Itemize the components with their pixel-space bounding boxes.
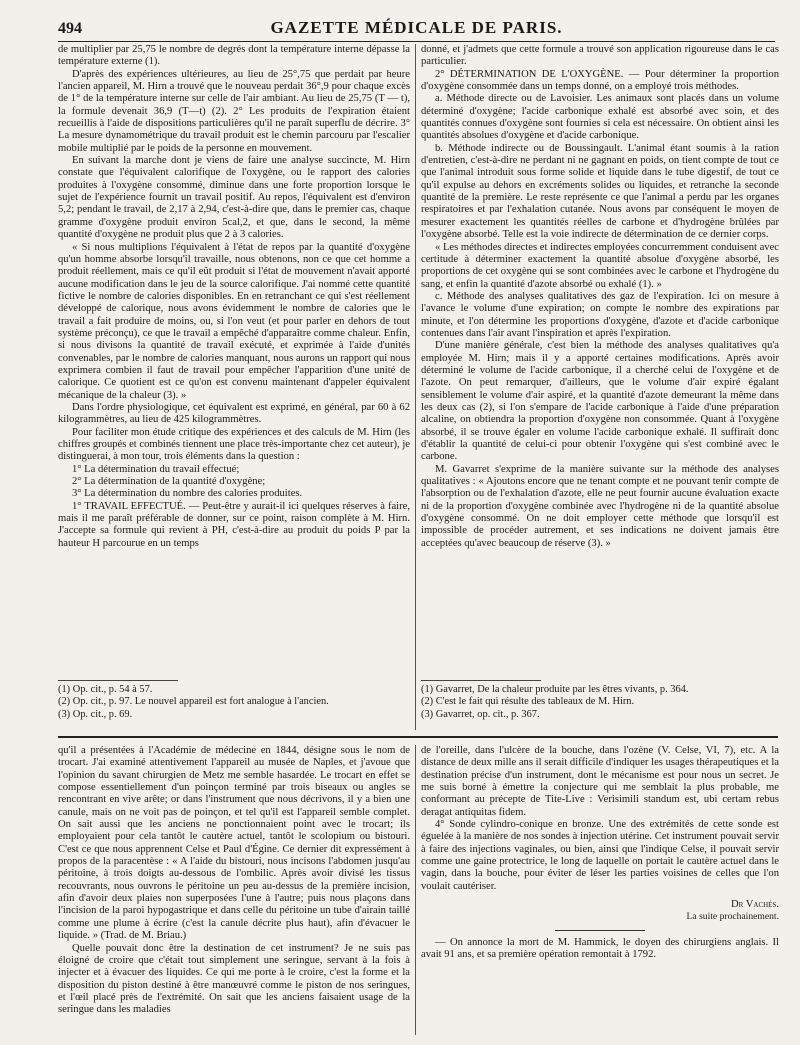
paragraph: c. Méthode des analyses qualitatives des gaz de l'expiration. Ici on mesure à l'avance le volume d'une expiration; on compte le nombre des expirations par minute, et l'on détermine les proportions d'oxygène, d'azote et d'acide carbonique contenues dans l'air avant l'inspiration et après l'expiration. bbox=[421, 290, 779, 339]
footnote: (2) Op. cit., p. 97. Le nouvel appareil est fort analogue à l'ancien. bbox=[58, 696, 329, 708]
paragraph: Quelle pouvait donc être la destination de cet instrument? Je ne suis pas éloigné de croire que c'était tout simplement une seringue, servant à la fois à injecter et à évacuer des liquides. Ce qui me porte à le croire, c'est la forme et la disposition du piston destiné à être manœuvré comme le piston de nos seringues, et l'œil placé près de l'extrémité. On sait que les anciens faisaient usage de la seringue dans les maladies bbox=[58, 942, 410, 1016]
paragraph: 1° La détermination du travail effectué; bbox=[72, 463, 240, 475]
paragraph: b. Méthode indirecte ou de Boussingault. L'animal étant soumis à la ration d'entretien, c'est-à-dire ne perdant ni ne gagnant en poids, on tient compte de tout ce que l'animal introduit sous forme solide et liquide dans le tube digestif, de tout ce qu'il expulse au dehors en excréments solides ou liquides, et retranche la seconde quantité de la première. Le reste représente ce que l'animal a perdu par les organes respiratoires et par l'exhalation cutanée. Nous avons par conséquent le moyen de mesurer exactement les quantités réelles de carbone et d'hydrogène brûlées par l'oxygène absorbé. Telle est la voie indirecte de détermination de ce dernier corps. bbox=[421, 142, 779, 241]
paragraph: a. Méthode directe ou de Lavoisier. Les animaux sont placés dans un volume déterminé d'oxygène; l'acide carbonique exhalé est absorbé avec soin, et des quantités connues d'oxygène sont fournies si cela est nécessaire. On obtient ainsi les quantités absolues d'oxygène et d'acide carbonique. bbox=[421, 93, 779, 142]
footnote: (3) Op. cit., p. 69. bbox=[58, 708, 133, 720]
paragraph: qu'il a présentées à l'Académie de médecine en 1844, désigne sous le nom de trocart. J'ai examiné attentivement l'appareil au musée de Naples, et j'avoue que l'opinion du savant chirurgien de Metz me semble hasardée. Le trocart en effet se compose essentiellement d'un poinçon terminé par trois biseaux ou angles se rencontrant en vive arête; or dans l'instrument que nous décrivons, il y a bien une canule, mais on ne voit pas de poinçon, et tel qu'il est l'appareil semble complet. On sait aussi que les anciens ne ponctionnaient point avec le trocart; ils employaient pour cela tantôt le cautère actuel, tantôt le scolopium ou bistouri. C'est ce que nous apprennent Celse et Paul d'Égine. Ce dernier dit expressément à propos de la paracentèse : « A l'aide du bistouri, nous incisons l'abdomen jusqu'au péritoine, à trois doigts au-dessous de l'ombilic. Après avoir divisé les tissus recouvrants, nous ouvrons le péritoine un peu au-dessus de la première incision, afin d'avoir deux plaies non superposées l'une à l'autre; puis nous plaçons dans l'incision de la paroi hypogastrique et dans celle du péritoine un tube d'airain taillé comme une plume à écrire (c'est la canule décrite plus haut), afin d'évacuer le liquide. » (Trad. de M. Briau.) bbox=[58, 745, 410, 942]
paragraph: de multiplier par 25,75 le nombre de degrés dont la température interne dépasse la température externe (1). bbox=[58, 44, 410, 68]
paragraph: En suivant la marche dont je viens de faire une analyse succincte, M. Hirn constate que l'équivalent calorifique de l'oxygène, ou le rapport des calories produites à l'oxygène consommé, diminue dans une forte proportion lorsque le sujet de l'expérience fournit un travail positif. Au repos, l'équivalent est d'environ 5,2; pendant le travail, de 2,17 à 2,94, c'est-à-dire que, dans le premier cas, chaque gramme d'oxygène produit environ 5cal,2, et que, dans le second, la même quantité d'oxygène ne produit plus que 2 à 3 calories. bbox=[58, 155, 410, 241]
bottom-right-text bbox=[421, 745, 779, 893]
page-header bbox=[58, 14, 775, 42]
paragraph: 4° Sonde cylindro-conique en bronze. Une des extrémités de cette sonde est éguelée à la manière de nos sondes à injection utérine. Cet instrument pouvait servir à faire des injections vaginales, ou bien, ainsi que l'indique Celse, il pouvait servir comme une gaine protectrice, le long de laquelle on portait le cautère actuel dans le vagin, dans la bouche, pour éviter de léser les parties voisines de celles que l'on voulait cautériser. bbox=[421, 819, 779, 892]
bottom-left-column bbox=[58, 745, 410, 1035]
paragraph: « Si nous multiplions l'équivalent à l'état de repos par la quantité d'oxygène qu'un homme absorbe lorsqu'il travaille, nous obtenons, non ce que cet homme a produit réellement, mais ce qu'il eût produit si l'état de mouvement n'avait apporté aucune modification dans le jeu de la source calorifique. J'ai nommé cette quantité fictive le nombre de calories disponibles. En en retranchant ce qui s'est réellement développé de calorique, nous avons évidemment le nombre de calories que le travail a fait produire de moins, ou, si l'on veut (et pour parler en dehors de tout système préconçu), ce que le travail a empêché d'apparaître comme chaleur. Enfin, si nous divisons la quantité de travail exécuté, et exprimée à l'aide d'unités convenables, par le nombre de calories manquant, nous aurons un rapport qui nous exprimera combien il faut de travail pour empêcher l'apparition d'une unité de calorique. Ce quotient est ce qu'on est convenu maintenant d'appeler équivalent mécanique de la chaleur (3). » bbox=[58, 241, 410, 401]
continued-note: La suite prochainement. bbox=[686, 911, 779, 923]
footnote: (1) Gavarret, De la chaleur produite par les êtres vivants, p. 364. bbox=[421, 684, 689, 695]
section-divider bbox=[58, 736, 778, 738]
paragraph: Pour faciliter mon étude critique des expériences et des calculs de M. Hirn (les chiffres groupés et combinés tiennent une place très-importante chez cet auteur), je distinguerai, à mon tour, trois éléments dans la question : bbox=[58, 426, 410, 463]
news-rule bbox=[555, 930, 645, 931]
journal-title: GAZETTE MÉDICALE DE PARIS. bbox=[270, 18, 563, 37]
bottom-right-column bbox=[421, 745, 779, 1035]
paragraph: D'après des expériences ultérieures, au lieu de 25°,75 que perdait par heure l'ancien appareil, M. Hirn a trouvé que le nouveau perdait 36°,9 pour chaque excès de 1° de la température interne sur celle de l'air ambiant. Au lieu de 25,75 (T — t), la formule devenait 36,9 (T—t) (2). 2° Les produits de l'expiration étaient recueillis à l'aide de dispositions particulières qu'il ne paraît superflu de décrire. 3° La mesure dynamométrique du travail produit est le chemin parcouru par l'escalier mobile multiplié par le poids de la personne en mouvement. bbox=[58, 68, 410, 154]
footnote: (3) Gavarret, op. cit., p. 367. bbox=[421, 708, 540, 720]
footnote: (1) Op. cit., p. 54 à 57. bbox=[58, 684, 153, 695]
paragraph: donné, et j'admets que cette formule a trouvé son application rigoureuse dans le cas particulier. bbox=[421, 44, 779, 68]
footnote-rule-right bbox=[421, 680, 541, 681]
paragraph: 1° TRAVAIL EFFECTUÉ. — Peut-être y aurait-il ici quelques réserves à faire, mais il me paraît préférable de donner, sur ce point, raison complète à M. Hirn. J'accepte sa formule qui revient à PH, c'est-à-dire au produit du poids P par la hauteur H parcourue en un temps bbox=[58, 500, 410, 549]
footnotes-right bbox=[421, 684, 779, 730]
footnotes-left bbox=[58, 684, 410, 730]
footnote: (2) C'est le fait qui résulte des tableaux de M. Hirn. bbox=[421, 696, 635, 708]
paragraph: M. Gavarret s'exprime de la manière suivante sur la méthode des analyses qualitatives : « Ajoutons encore que ne tenant compte et ne pouvant tenir compte de l'absorption ou de l'exhalation d'azote, elle ne peut fournir aucune évaluation exacte ni de la proportion d'oxygène combinée avec l'hydrogène ni de la quantité absolue d'oxygène consommé. On ne doit employer cette méthode que lorsqu'il est impossible de procéder autrement, et ses indications ne doivent jamais être acceptées qu'avec beaucoup de réserve (3). » bbox=[421, 463, 779, 549]
paragraph: de l'oreille, dans l'ulcère de la bouche, dans l'ozène (V. Celse, VI, 7), etc. A la distance de deux mille ans il serait difficile d'indiquer les usages thérapeutiques et la destination précise d'un instrument, dont le mécanisme est pour nous un secret. Je me suis borné à émettre la conjecture qui me semblait la plus probable, me conformant au précepte de Tite-Live : Verisimili standum est, ubi certam rebus deragat antiquitas fidem. bbox=[421, 745, 779, 818]
news-item: — On annonce la mort de M. Hammick, le doyen des chirurgiens anglais. Il avait 91 ans, et sa première opération remontait à 1792. bbox=[421, 936, 779, 961]
paragraph: 2° DÉTERMINATION DE L'OXYGÈNE. — Pour déterminer la proportion d'oxygène consommée dans un temps donné, on a employé trois méthodes. bbox=[421, 68, 779, 93]
paragraph: 2° La détermination de la quantité d'oxygène; bbox=[72, 476, 266, 488]
top-left-column bbox=[58, 44, 410, 674]
paragraph: « Les méthodes directes et indirectes employées concurremment conduisent avec certitude à déterminer exactement la quantité absolue d'oxygène absorbé, les proportions de cet oxygène qui se sont combinées avec le carbone et l'hydrogène du sang, et enfin la quantité d'azote absorbé ou exhalé (1). » bbox=[421, 241, 779, 290]
author-signature: Dr Vachés. bbox=[730, 899, 779, 911]
column-divider-lower bbox=[415, 745, 416, 1035]
footnote-rule-left bbox=[58, 680, 178, 681]
paragraph: Dans l'ordre physiologique, cet équivalent est exprimé, en général, par 60 à 62 kilogrammètres, au lieu de 425 kilogrammètres. bbox=[58, 401, 410, 426]
paragraph: 3° La détermination du nombre des calories produites. bbox=[72, 488, 303, 500]
column-divider bbox=[415, 44, 416, 730]
top-right-column bbox=[421, 44, 779, 674]
page-number: 494 bbox=[58, 20, 82, 37]
paragraph: D'une manière générale, c'est bien la méthode des analyses qualitatives qu'a employée M. Hirn; mais il y a apporté certaines modifications. Après avoir déterminé le volume de l'acide carbonique, il a cherché celui de l'oxygène et de l'azote. On peut remarquer, d'ailleurs, que le volume d'air expiré égalant sensiblement le volume d'air aspiré, et la quantité d'azote demeurant la même dans les deux cas (2), si l'on s'empare de l'acide carbonique à l'aide d'une préparation alcaline, on obtiendra la proportion d'oxygène non consommée. Quant à l'oxygène absorbé, il se trouve égaler en volume l'acide carbonique exhalé. Il suffirait donc d'établir la quantité de celui-ci pour obtenir l'oxygène qui s'est combiné avec le carbone. bbox=[421, 340, 779, 463]
